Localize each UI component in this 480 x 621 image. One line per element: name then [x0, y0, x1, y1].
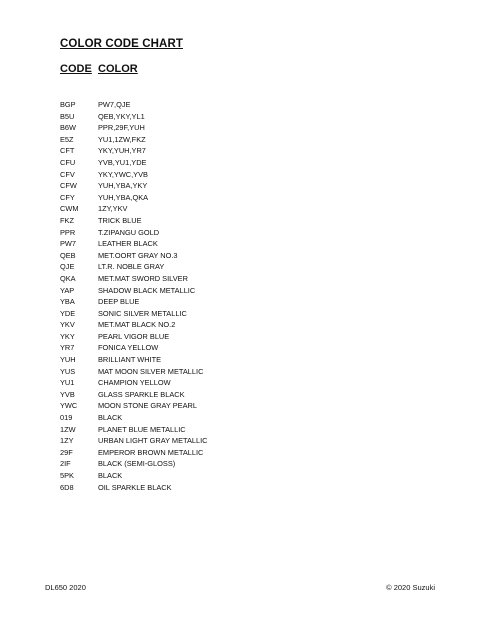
row-color: FONICA YELLOW — [98, 343, 159, 353]
table-row — [60, 250, 208, 262]
table-row — [60, 227, 208, 239]
row-code: B6W — [60, 123, 77, 133]
footer-copyright: © 2020 Suzuki — [386, 583, 435, 592]
row-code: 5PK — [60, 471, 74, 480]
row-color: MET.MAT BLACK NO.2 — [98, 320, 176, 330]
row-color: T.ZIPANGU GOLD — [98, 227, 160, 237]
row-code: YAP — [60, 285, 75, 295]
header-code: CODE — [60, 63, 92, 75]
row-code: B5U — [60, 111, 75, 121]
row-color: GLASS SPARKLE BLACK — [98, 389, 185, 399]
row-color: SHADOW BLACK METALLIC — [98, 285, 196, 295]
table-row — [60, 470, 208, 482]
table-row — [60, 377, 208, 389]
row-color: CHAMPION YELLOW — [98, 378, 171, 388]
row-code: QEB — [60, 250, 76, 260]
row-code: BGP — [60, 100, 76, 109]
row-color: BLACK (SEMI-GLOSS) — [98, 459, 176, 469]
row-code: 019 — [60, 413, 73, 423]
row-color: BRILLIANT WHITE — [98, 355, 162, 365]
header-color: COLOR — [98, 63, 138, 75]
table-row — [60, 134, 208, 146]
table-row — [60, 192, 208, 204]
table-row — [60, 238, 208, 250]
row-code: 1ZY — [60, 436, 74, 446]
row-color: PW7,QJE — [98, 100, 131, 109]
row-code: PPR — [60, 227, 76, 237]
row-color: PLANET BLUE METALLIC — [98, 424, 186, 434]
row-code: QJE — [60, 262, 75, 272]
row-color: MOON STONE GRAY PEARL — [98, 401, 197, 411]
row-color: LT.R. NOBLE GRAY — [98, 262, 165, 272]
row-code: PW7 — [60, 239, 77, 249]
row-code: 1ZW — [60, 424, 76, 434]
row-color: YU1,1ZW,FKZ — [98, 134, 146, 144]
table-row — [60, 354, 208, 366]
row-color: YKY,YUH,YR7 — [98, 146, 146, 156]
page-title: COLOR CODE CHART — [60, 38, 183, 50]
row-code: YWC — [60, 401, 78, 411]
row-code: CFU — [60, 157, 76, 167]
color-code-table — [60, 99, 208, 493]
table-row — [60, 308, 208, 320]
row-code: YU1 — [60, 378, 75, 388]
row-color: PEARL VIGOR BLUE — [98, 331, 170, 341]
table-row — [60, 435, 208, 447]
table-row — [60, 215, 208, 227]
table-row — [60, 412, 208, 424]
row-color: PPR,29F,YUH — [98, 123, 145, 133]
row-code: YKV — [60, 320, 75, 330]
table-row — [60, 447, 208, 459]
row-code: YUS — [60, 366, 76, 376]
row-code: 2IF — [60, 459, 71, 469]
row-color: YUH,YBA,QKA — [98, 192, 149, 202]
row-color: QEB,YKY,YL1 — [98, 111, 145, 121]
row-code: CFV — [60, 169, 75, 179]
row-color: URBAN LIGHT GRAY METALLIC — [98, 436, 208, 446]
table-row — [60, 261, 208, 273]
row-code: QKA — [60, 273, 76, 283]
table-row — [60, 99, 208, 111]
row-color: BLACK — [98, 471, 123, 480]
table-row — [60, 111, 208, 123]
row-color: BLACK — [98, 413, 123, 423]
row-code: YR7 — [60, 343, 75, 353]
table-row — [60, 342, 208, 354]
footer-model: DL650 2020 — [45, 583, 86, 592]
row-color: YUH,YBA,YKY — [98, 181, 148, 191]
row-code: YKY — [60, 331, 75, 341]
row-color: DEEP BLUE — [98, 297, 140, 307]
table-row — [60, 331, 208, 343]
table-row — [60, 285, 208, 297]
row-color: MET.OORT GRAY NO.3 — [98, 250, 178, 260]
row-code: CFW — [60, 181, 77, 191]
table-row — [60, 145, 208, 157]
row-code: E5Z — [60, 134, 74, 144]
table-row — [60, 273, 208, 285]
table-row — [60, 366, 208, 378]
row-code: CFY — [60, 192, 75, 202]
table-row — [60, 157, 208, 169]
table-row — [60, 319, 208, 331]
row-code: 29F — [60, 447, 73, 457]
row-color: LEATHER BLACK — [98, 239, 158, 249]
row-color: YKY,YWC,YVB — [98, 169, 148, 179]
table-header — [60, 63, 138, 75]
table-row — [60, 296, 208, 308]
row-color: OIL SPARKLE BLACK — [98, 482, 172, 492]
row-code: CWM — [60, 204, 79, 214]
table-row — [60, 389, 208, 401]
row-color: SONIC SILVER METALLIC — [98, 308, 187, 318]
row-code: YVB — [60, 389, 75, 399]
table-row — [60, 482, 208, 494]
row-color: TRICK BLUE — [98, 215, 142, 225]
table-row — [60, 169, 208, 181]
row-color: EMPEROR BROWN METALLIC — [98, 447, 204, 457]
table-row — [60, 122, 208, 134]
row-color: 1ZY,YKV — [98, 204, 128, 214]
table-row — [60, 203, 208, 215]
row-color: MAT MOON SILVER METALLIC — [98, 366, 204, 376]
row-code: 6D8 — [60, 482, 74, 492]
row-code: CFT — [60, 146, 75, 156]
table-row — [60, 400, 208, 412]
table-row — [60, 458, 208, 470]
table-row — [60, 180, 208, 192]
row-code: YDE — [60, 308, 76, 318]
row-code: YUH — [60, 355, 76, 365]
row-color: MET.MAT SWORD SILVER — [98, 273, 188, 283]
table-row — [60, 424, 208, 436]
row-code: FKZ — [60, 215, 74, 225]
row-code: YBA — [60, 297, 75, 307]
row-color: YVB,YU1,YDE — [98, 157, 147, 167]
